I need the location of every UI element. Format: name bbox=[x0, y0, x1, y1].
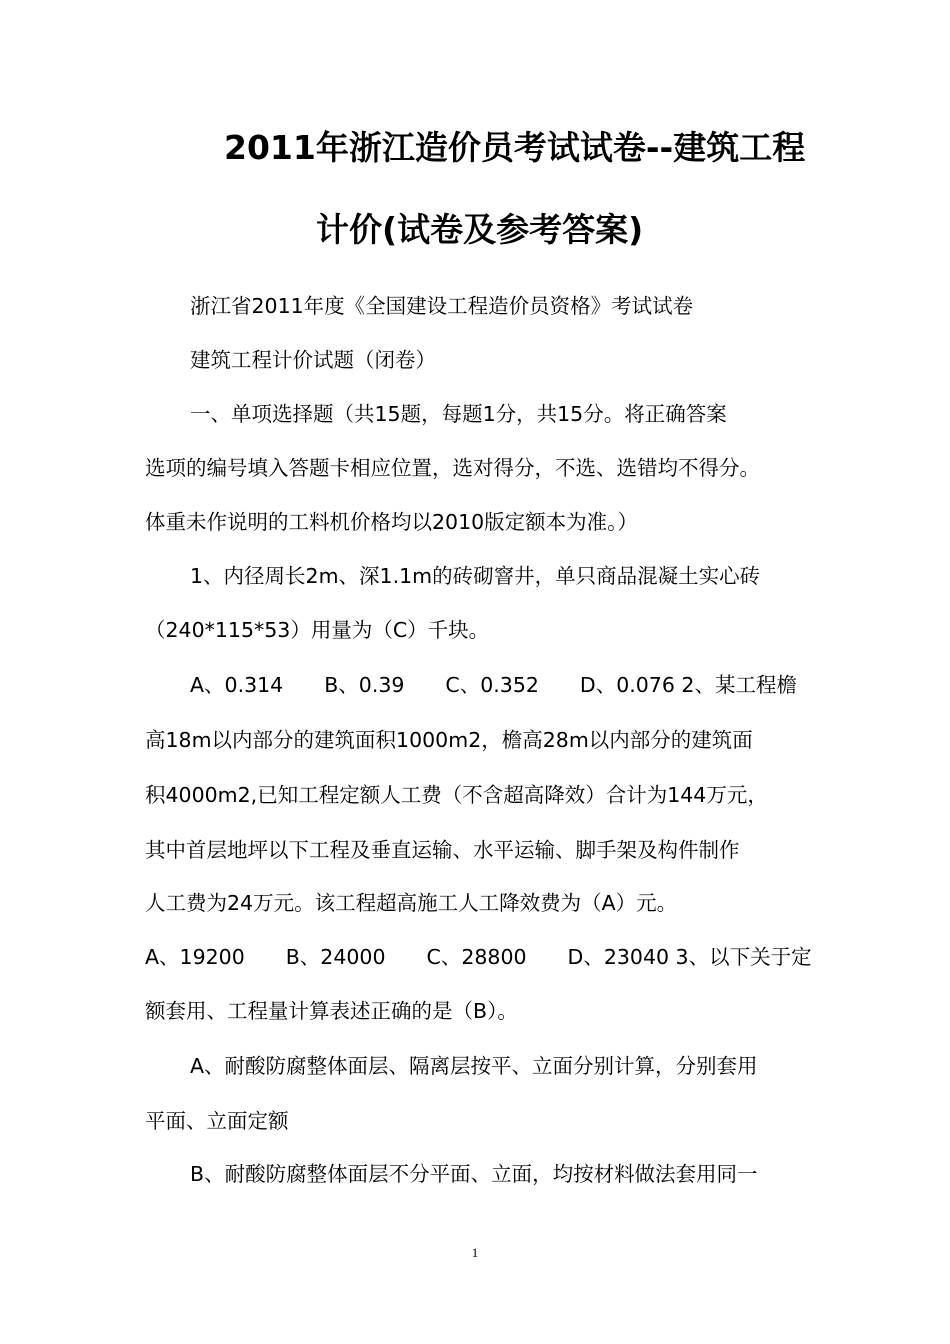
text-line: 高18m以内部分的建筑面积1000m2，檐高28m以内部分的建筑面 bbox=[145, 728, 753, 752]
document-title-line-1: 2011年浙江造价员考试试卷--建筑工程 bbox=[224, 128, 806, 167]
text-line: 1、内径周长2m、深1.1m的砖砌窨井，单只商品混凝土实心砖 bbox=[190, 564, 761, 588]
text-line: A、0.314 B、0.39 C、0.352 D、0.076 2、某工程檐 bbox=[190, 673, 797, 697]
text-line: A、耐酸防腐整体面层、隔离层按平、立面分别计算，分别套用 bbox=[190, 1054, 758, 1078]
text-line: 一、单项选择题（共15题，每题1分，共15分。将正确答案 bbox=[190, 402, 727, 426]
text-line: 选项的编号填入答题卡相应位置，选对得分，不选、选错均不得分。 bbox=[145, 456, 760, 480]
text-line: 人工费为24万元。该工程超高施工人工降效费为（A）元。 bbox=[145, 891, 678, 915]
text-line: 建筑工程计价试题（闭卷） bbox=[190, 348, 436, 372]
text-line: 额套用、工程量计算表述正确的是（B）。 bbox=[145, 999, 518, 1023]
text-line: 积4000m2,已知工程定额人工费（不含超高降效）合计为144万元， bbox=[145, 783, 768, 807]
text-line: 其中首层地坪以下工程及垂直运输、水平运输、脚手架及构件制作 bbox=[145, 838, 740, 862]
text-line: 平面、立面定额 bbox=[145, 1109, 289, 1133]
document-title-line-2: 计价(试卷及参考答案) bbox=[316, 210, 644, 249]
text-line: B、耐酸防腐整体面层不分平面、立面，均按材料做法套用同一 bbox=[190, 1162, 758, 1186]
text-line: 体重未作说明的工料机价格均以2010版定额本为准。） bbox=[145, 510, 638, 534]
text-line: 浙江省2011年度《全国建设工程造价员资格》考试试卷 bbox=[190, 294, 694, 318]
text-line: （240*115*53）用量为（C）千块。 bbox=[145, 618, 490, 642]
page-number: 1 bbox=[471, 1245, 479, 1260]
text-line: A、19200 B、24000 C、28800 D、23040 3、以下关于定 bbox=[145, 945, 812, 969]
